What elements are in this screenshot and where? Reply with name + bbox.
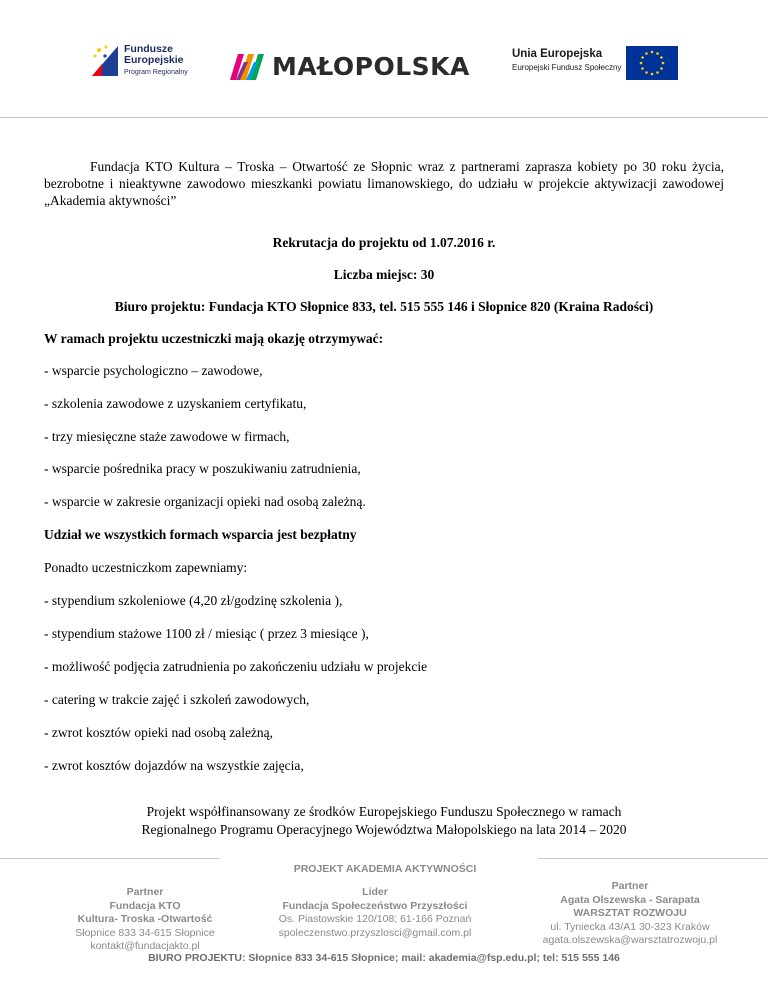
provide-heading: Ponadto uczestniczkom zapewniamy: <box>44 560 248 575</box>
partner1-name2: Kultura- Troska -Otwartość <box>77 913 213 925</box>
partner1-name1: Fundacja KTO <box>109 899 181 912</box>
free-note: Udział we wszystkich formach wsparcia jest bezpłatny <box>44 527 357 542</box>
partner2-email: agata.olszewska@warsztatrozwoju.pl <box>542 934 718 946</box>
fundusze-logo-line1: Fundusze <box>124 43 173 55</box>
footer-divider-left <box>0 858 220 859</box>
footer-divider-right <box>538 858 768 859</box>
support-heading: W ramach projektu uczestniczki mają okazję otrzymywać: <box>44 331 384 346</box>
project-office: Biuro projektu: Fundacja KTO Słopnice 833, tel. 515 555 146 i Słopnice 820 (Kraina Radości) <box>114 299 654 314</box>
header-divider <box>0 117 768 118</box>
places-count: Liczba miejsc: 30 <box>333 267 435 282</box>
partner2-name2: WARSZTAT ROZWOJU <box>573 907 687 919</box>
intro-paragraph <box>44 158 724 209</box>
footer-partner2 <box>520 880 740 948</box>
leader-name: Fundacja Społeczeństwo Przyszłości <box>282 899 468 912</box>
recruitment-date: Rekrutacja do projektu od 1.07.2016 r. <box>272 235 496 250</box>
fundusze-europejskie-logo <box>90 42 220 87</box>
list-item: - wsparcie psychologiczno – zawodowe, <box>44 363 263 378</box>
list-item: - wsparcie w zakresie organizacji opieki nad osobą zależną. <box>44 494 366 509</box>
eu-flag-icon <box>626 46 678 80</box>
fundusze-logo-line2: Europejskie <box>124 54 184 66</box>
leader-address: Os. Piastowskie 120/108; 61-166 Poznań <box>278 913 472 925</box>
fundusze-europejskie-flag-icon <box>90 42 120 78</box>
footer-title: PROJEKT AKADEMIA AKTYWNOŚCI <box>293 863 477 875</box>
list-item: - zwrot kosztów opieki nad osobą zależną, <box>44 725 274 740</box>
leader-role: Lider <box>362 886 388 898</box>
list-item: - catering w trakcie zajęć i szkoleń zawodowych, <box>44 692 310 707</box>
partner2-role: Partner <box>611 880 649 892</box>
partner2-name1: Agata Olszewska - Sarapata <box>560 893 700 906</box>
list-item: - trzy miesięczne staże zawodowe w firmach, <box>44 429 290 444</box>
malopolska-logo-text: MAŁOPOLSKA <box>272 52 470 81</box>
footer-leader <box>250 886 500 940</box>
malopolska-logo <box>230 52 480 84</box>
list-item: - stypendium szkoleniowe (4,20 zł/godzinę szkolenia ), <box>44 593 343 608</box>
cofinancing-line2: Regionalnego Programu Operacyjnego Województwa Małopolskiego na lata 2014 – 2020 <box>141 822 627 837</box>
unia-europejska-logo <box>512 46 682 82</box>
cofinancing-line1: Projekt współfinansowany ze środków Europejskiego Funduszu Społecznego w ramach <box>146 804 622 819</box>
unia-logo-line2: Europejski Fundusz Społeczny <box>512 63 622 72</box>
list-item: - stypendium stażowe 1100 zł / miesiąc ( przez 3 miesiące ), <box>44 626 369 641</box>
malopolska-mark-icon <box>230 54 266 80</box>
unia-logo-line1: Unia Europejska <box>512 48 603 60</box>
partner2-address: ul. Tyniecka 43/A1 30-323 Kraków <box>550 920 710 933</box>
intro-text: Fundacja KTO Kultura – Troska – Otwartość ze Słopnic wraz z partnerami zaprasza kobiety po 30 roku życia, bezrobotne i nieaktywne zawodowo mieszkanki powiatu limanowskiego, do udziału w projekcie aktywizacji zawodowej „Akademia aktywności” <box>44 159 724 208</box>
partner1-role: Partner <box>126 886 164 898</box>
partner1-address: Słopnice 833 34-615 Słopnice <box>75 926 215 939</box>
list-item: - zwrot kosztów dojazdów na wszystkie zajęcia, <box>44 758 304 773</box>
header-logos <box>0 0 768 118</box>
list-item: - wsparcie pośrednika pracy w poszukiwaniu zatrudnienia, <box>44 461 361 476</box>
list-item: - szkolenia zawodowe z uzyskaniem certyfikatu, <box>44 396 307 411</box>
list-item: - możliwość podjęcia zatrudnienia po zakończeniu udziału w projekcie <box>44 659 428 674</box>
footer-partner1 <box>50 886 240 954</box>
footer-office-line: BIURO PROJEKTU: Słopnice 833 34-615 Słopnice; mail: akademia@fsp.edu.pl; tel: 515 555 146 <box>148 952 620 964</box>
partner1-email: kontakt@fundacjakto.pl <box>90 940 200 952</box>
fundusze-logo-line3: Program Regionalny <box>124 69 188 76</box>
leader-email: spoleczenstwo.przyszlosci@gmail.com.pl <box>278 926 472 939</box>
cofinancing-note <box>44 803 724 839</box>
